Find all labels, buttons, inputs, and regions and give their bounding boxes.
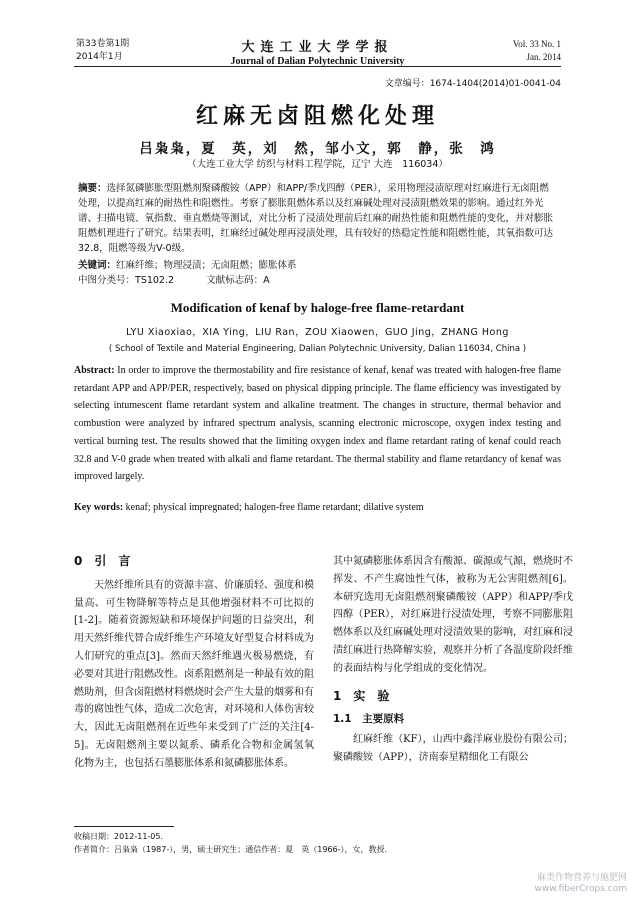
- issue-date: 2014年1月: [76, 52, 123, 62]
- watermark-line-2: www.fiberCrops.com: [534, 884, 627, 894]
- header-rule: [74, 66, 561, 67]
- abstract-cn: [78, 181, 558, 256]
- abstract-en-label: Abstract:: [74, 365, 115, 376]
- journal-volume-info: [513, 38, 561, 64]
- abstract-cn-label: 摘要：: [78, 183, 107, 194]
- keywords-en: [74, 502, 561, 513]
- site-watermark: [534, 873, 627, 895]
- paper-title-cn: 红麻无卤阻燃化处理: [195, 103, 439, 129]
- subsection-1-1-text: 红麻纤维（KF），山西中鑫洋麻业股份有限公司；聚磷酸铵（APP），济南泰星精细化工有限公: [333, 734, 573, 763]
- affiliation-cn: （大连工业大学 纺织与材料工程学院，辽宁 大连 116034）: [187, 159, 448, 170]
- authors-en: LYU Xiaoxiao，XIA Ying，LIU Ran，ZOU Xiaowen，GUO Jing，ZHANG Hong: [126, 327, 509, 338]
- body-column-left: [74, 553, 314, 773]
- journal-name-cn: 大连工业大学学报: [241, 40, 394, 55]
- footnote-rule: [74, 826, 174, 827]
- journal-name-en: Journal of Dalian Polytechnic University: [230, 56, 405, 67]
- authors-cn: 吕枭枭，夏 英，刘 然，邹小文，郭 静，张 鸿: [139, 141, 496, 157]
- body-column-right: [333, 553, 573, 767]
- keywords-cn: [78, 258, 558, 273]
- footnote: [74, 830, 387, 856]
- clc-value: TS102.2: [135, 275, 175, 286]
- affiliation-en: ( School of Textile and Material Engineering, Dalian Polytechnic University, Dalian 116034, China ): [108, 344, 527, 354]
- author-bio: 作者简介：吕枭枭（1987-），男，硕士研究生；通信作者：夏 英（1966-），女，教授.: [74, 845, 388, 854]
- section-0-paragraph-cont: 其中氮磷膨胀体系因含有酸源、碳源或气源，燃烧时不挥发、不产生腐蚀性气体，被称为无公害阻燃剂[6]。本研究选用无卤阻燃剂聚磷酸铵（APP）和APP/季戊四醇（PER），对红麻进行浸渍处理，考察不同膨胀阻燃体系以及红麻碱处理对浸渍效果的影响，对红麻和浸渍红麻进行热降解实验，观察并分析了各温度阶段纤维的表面结构与化学组成的变化情况。: [333, 556, 573, 674]
- doc-code-value: A: [263, 275, 270, 286]
- article-number: 文章编号：1674-1404(2014)01-0041-04: [384, 79, 561, 89]
- section-0-heading: 0 引 言: [74, 554, 131, 568]
- keywords-en-label: Key words:: [74, 502, 124, 513]
- section-0-paragraph: 天然纤维所具有的资源丰富、价廉质轻、强度和模量高、可生物降解等特点是其他增强材料不可比拟的[1-2]。随着资源短缺和环境保护问题的日益突出，利用天然纤维代替合成纤维生产环境友好型复合材料成为人们研究的重点[3]。然而天然纤维遇火极易燃烧，有必要对其进行阻燃改性。卤系阻燃剂是一种最有效的阻燃助剂，但含卤阻燃材料燃烧时会产生大量的烟雾和有毒的腐蚀性气体，造成二次危害，对环境和人体伤害较大，因此无卤阻燃剂在近些年来受到了广泛的关注[4-5]。无卤阻燃剂主要以氮系、磷系化合物和金属氢氧化物为主，也包括石墨膨胀体系和氮磷膨胀体系。: [74, 579, 314, 769]
- classification-line: [78, 273, 558, 288]
- section-1-heading: 1 实 验: [333, 688, 390, 703]
- abstract-en-text: In order to improve the thermostability and fire resistance of kenaf, kenaf was treated with halogen-free flame retardant APP and APP/PER, respectively, based on physical dipping principle. The flame efficiency was investigated by selecting intumescent flame retardant system and alkaline treatment. The changes in structure, thermal behavior and combustion were analyzed by infrared spectrum analysis, scanning electronic microscope, oxygen index testing and vertical burning test. The results showed that the limiting oxygen index and flame retardant rating of kenaf could reach 32.8 and V-0 grade when treated with alkali and flame retardant. The thermal stability and flame retardancy of kenaf was improved largely.: [74, 365, 561, 483]
- received-date: 收稿日期：2012-11-05.: [74, 832, 164, 841]
- doc-code-label: 文献标志码：: [206, 275, 264, 286]
- keywords-cn-label: 关键词：: [78, 260, 117, 271]
- volume-number: Vol. 33 No. 1: [512, 39, 561, 49]
- subsection-1-1-heading: 1.1 主要原料: [333, 713, 405, 726]
- watermark-line-1: 麻类作物营养与施肥网: [536, 873, 627, 883]
- paper-title-en: Modification of kenaf by haloge-free flame-retardant: [170, 300, 465, 315]
- keywords-en-text: kenaf; physical impregnated; halogen-free flame retardant; dilative system: [123, 502, 424, 513]
- abstract-cn-text: 选择氮磷膨胀型阻燃剂聚磷酸铵（APP）和APP/季戊四醇（PER），采用物理浸渍原理对红麻进行无卤阻燃处理，以提高红麻的耐热性和阻燃性。考察了膨胀阻燃体系以及红麻碱处理对浸渍阻燃效果的影响。通过红外光谱、扫描电镜、氧指数、垂直燃烧等测试，对比分析了浸渍处理前后红麻的耐热性能和阻燃性能的变化，并对膨胀阻燃机理进行了研究。结果表明，红麻经过碱处理再浸渍处理，具有较好的热稳定性能和阻燃性能，其氧指数可达32.8，阻燃等级为V-0级。: [78, 183, 554, 254]
- issue-volume: 第33卷第1期: [76, 39, 130, 49]
- abstract-en: [74, 362, 561, 486]
- volume-date: Jan. 2014: [526, 52, 561, 62]
- clc-label: 中图分类号：: [78, 275, 136, 286]
- keywords-cn-text: 红麻纤维；物理浸渍；无卤阻燃；膨胀体系: [116, 260, 297, 271]
